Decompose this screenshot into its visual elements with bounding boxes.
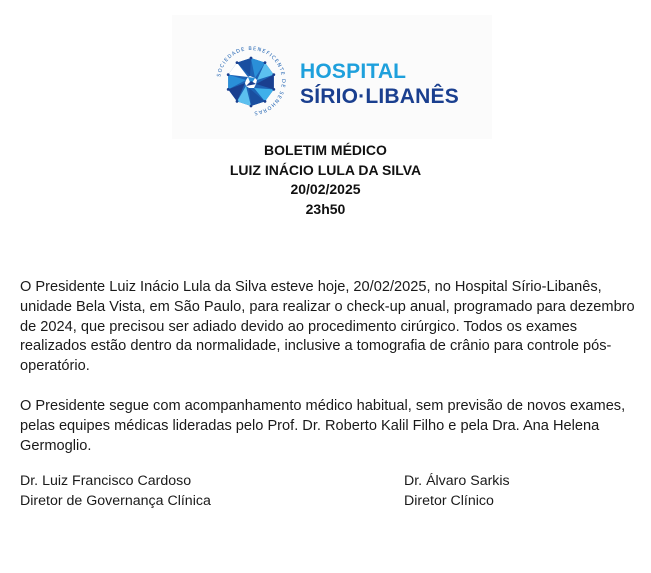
bulletin-title: BOLETIM MÉDICO — [264, 142, 387, 158]
bulletin-header — [0, 141, 651, 219]
signatory-name: Dr. Álvaro Sarkis — [404, 473, 510, 489]
signatory-name: Dr. Luiz Francisco Cardoso — [20, 473, 192, 489]
signature-block-left — [20, 471, 211, 511]
hospital-logo — [172, 15, 492, 139]
patient-name: LUIZ INÁCIO LULA DA SILVA — [229, 161, 422, 178]
hospital-wordmark — [300, 59, 459, 109]
wordmark-sirio-libanes: SÍRIO·LIBANÊS — [300, 85, 459, 108]
bulletin-paragraph-1: O Presidente Luiz Inácio Lula da Silva esteve hoje, 20/02/2025, no Hospital Sírio-Libanês, unidade Bela Vista, em São Paulo, para realizar o check-up anual, programado para dezembro de 2024, que precisou ser adiado devido ao procedimento cirúrgico. Todos os exames realizados estão dentro da normalidade, inclusive a tomografia de crânio para controle pós-operatório. — [20, 279, 635, 375]
signatory-title: Diretor Clínico — [404, 493, 494, 509]
svg-text:SOCIEDADE BENEFICENTE DE SENHO: SOCIEDADE BENEFICENTE DE SENHORAS — [216, 45, 287, 116]
bulletin-date: 20/02/2025 — [290, 181, 361, 197]
signature-block-right — [404, 471, 510, 511]
hospital-emblem-icon — [215, 45, 287, 117]
bulletin-paragraph-2: O Presidente segue com acompanhamento médico habitual, sem previsão de novos exames, pelas equipes médicas lideradas pelo Prof. Dr. Roberto Kalil Filho e pela Dra. Ana Helena Germoglio. — [20, 398, 626, 454]
wordmark-hospital: HOSPITAL — [300, 60, 407, 83]
signatory-title: Diretor de Governança Clínica — [20, 493, 211, 509]
bulletin-time: 23h50 — [305, 200, 346, 217]
